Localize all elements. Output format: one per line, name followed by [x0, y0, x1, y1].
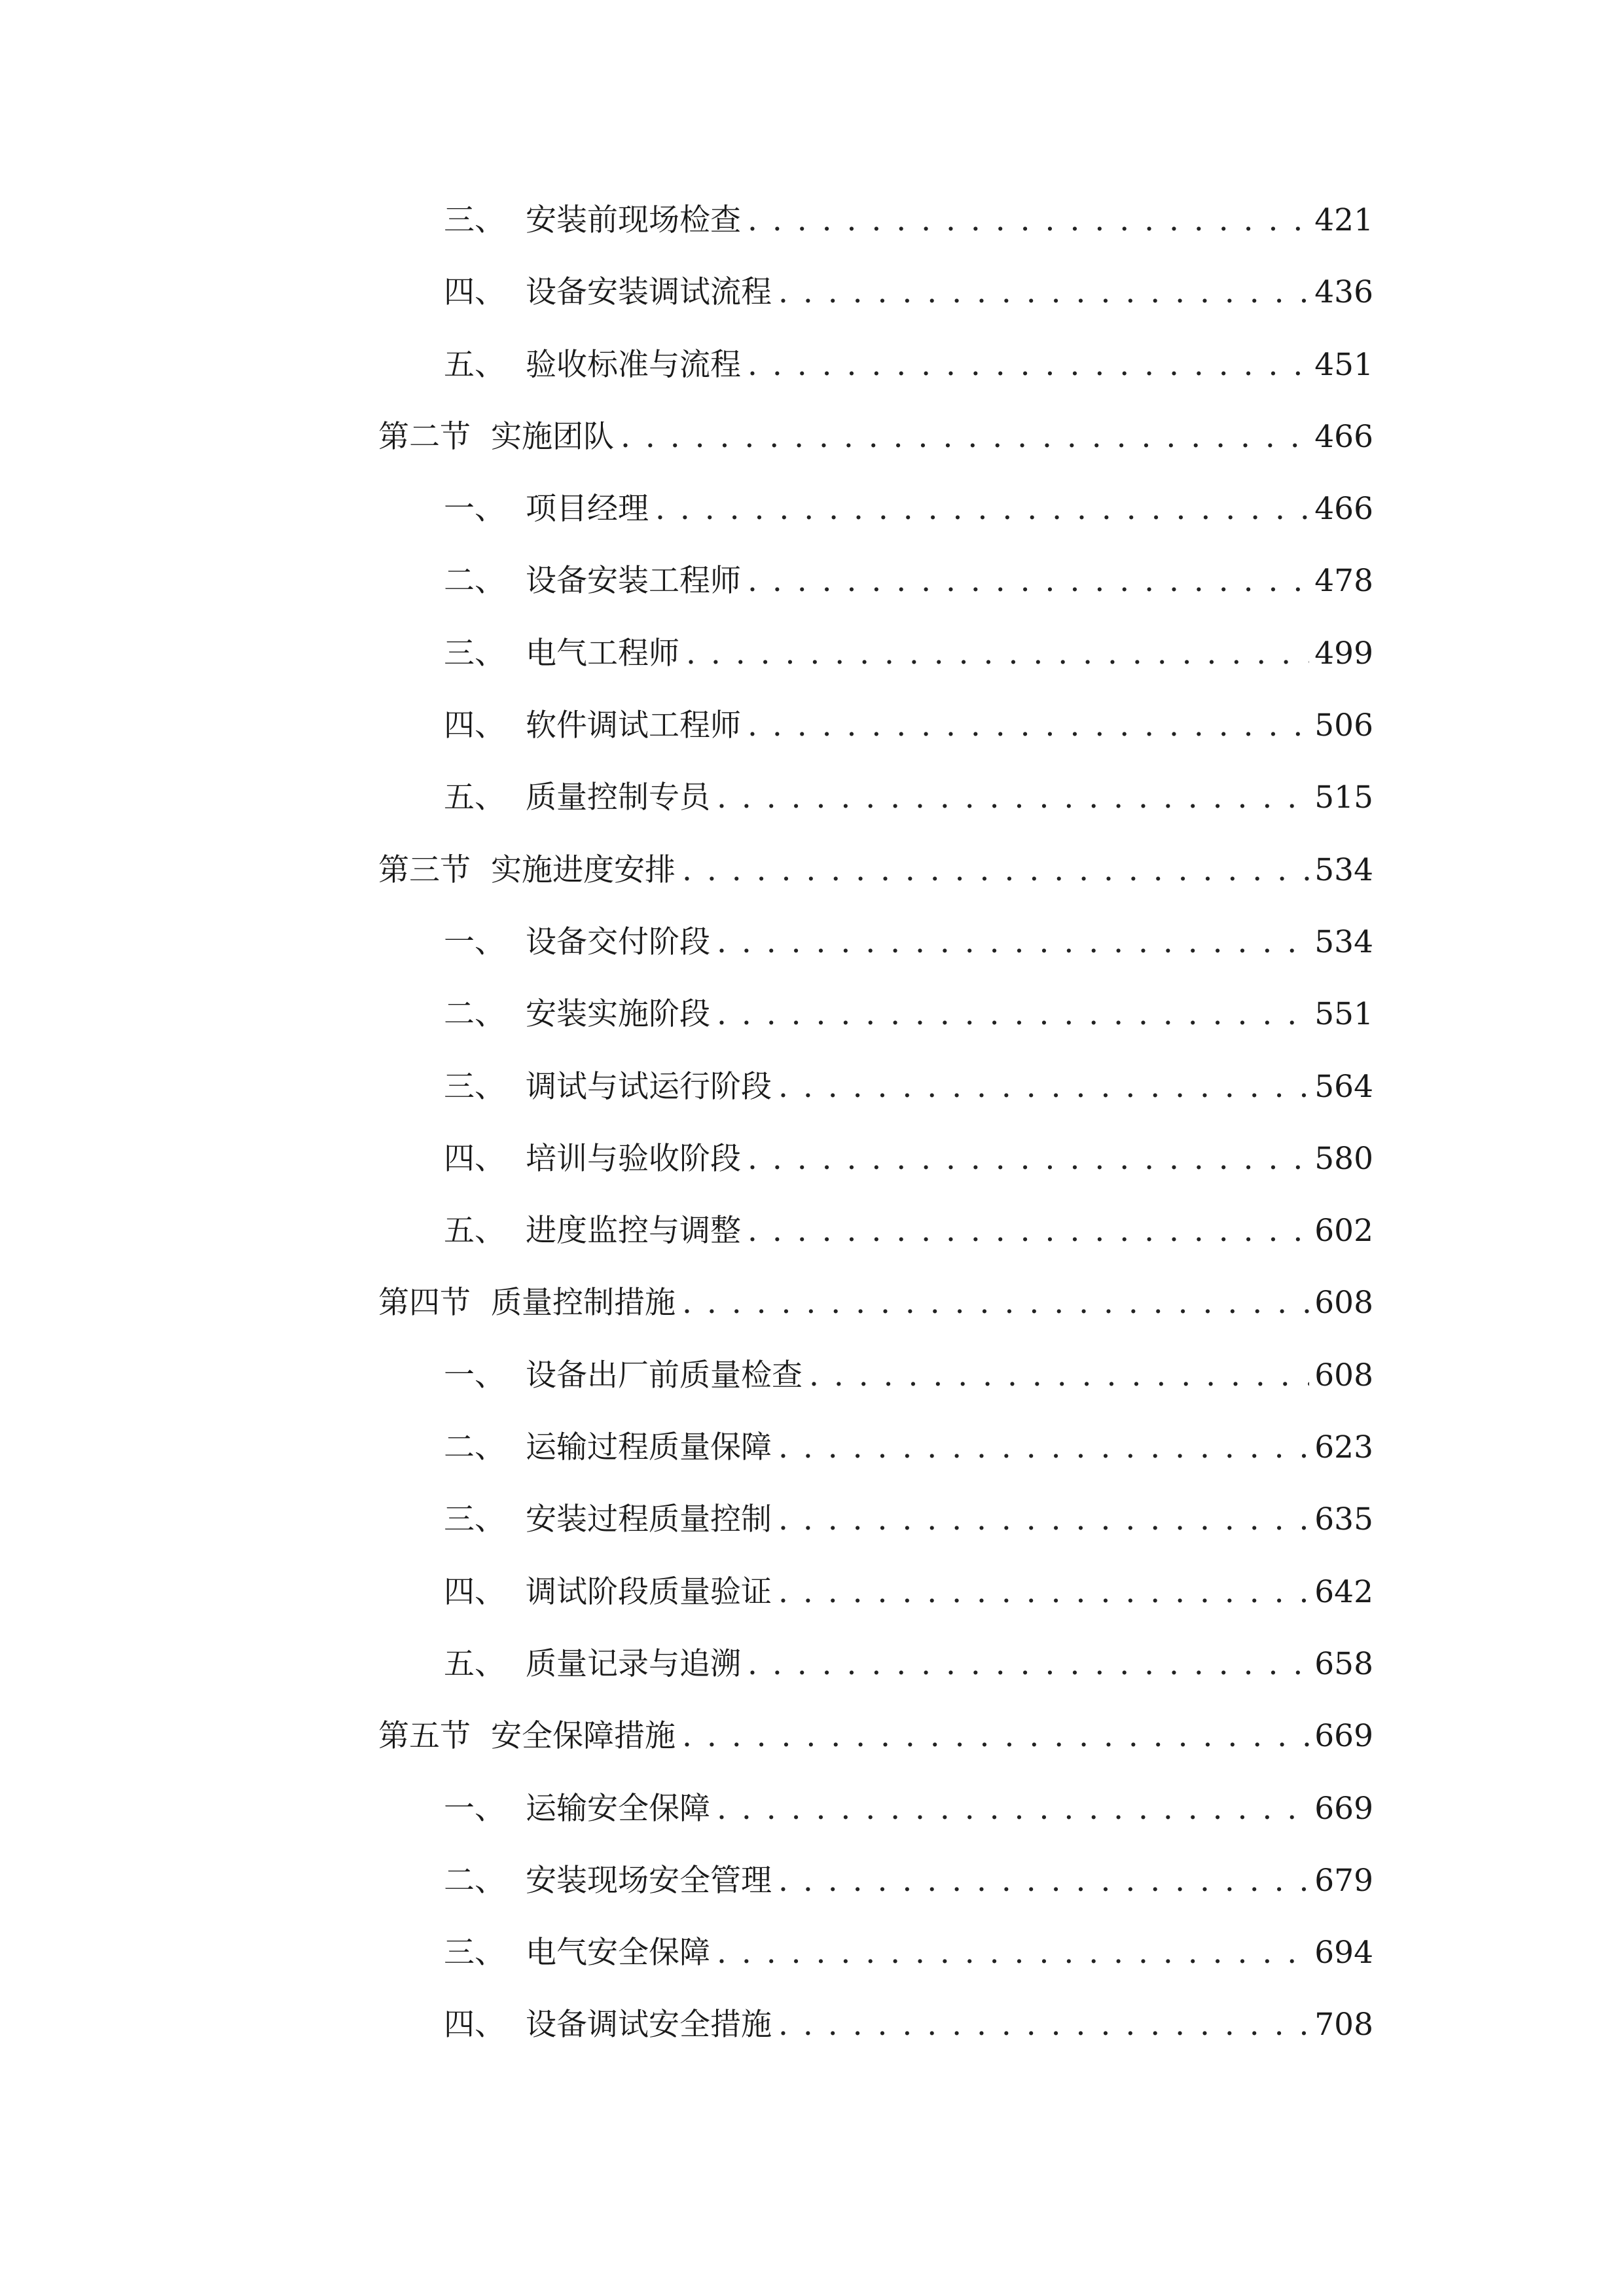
toc-section-entry[interactable]	[378, 1700, 1373, 1772]
toc-entry-page-number: 466	[1314, 418, 1373, 455]
toc-entry-title: 安装前现场检查	[526, 202, 741, 238]
toc-entry-title: 设备安装调试流程	[526, 274, 772, 311]
toc-entry-title: 调试阶段质量验证	[526, 1573, 772, 1610]
toc-entry-page-number: 658	[1314, 1645, 1373, 1682]
toc-entry-title: 实施团队	[491, 418, 614, 455]
dot-leader	[682, 1267, 1309, 1339]
toc-entry-number: 二、	[444, 1862, 505, 1899]
dot-leader	[778, 1845, 1309, 1917]
toc-entry-page-number: 694	[1314, 1935, 1373, 1971]
dot-leader	[748, 1628, 1309, 1700]
toc-entry-number: 第二节	[378, 418, 471, 455]
dot-leader	[748, 329, 1309, 401]
toc-entry-page-number: 708	[1314, 2007, 1373, 2043]
dot-leader	[778, 1556, 1309, 1628]
toc-entry-number: 五、	[444, 780, 505, 816]
toc-section-entry[interactable]	[378, 401, 1373, 473]
toc-entry-number: 一、	[444, 1790, 505, 1827]
toc-entry-title: 安全保障措施	[491, 1718, 676, 1755]
dot-leader	[748, 1195, 1309, 1267]
toc-entry-page-number: 436	[1314, 274, 1373, 311]
toc-entry-page-number: 534	[1314, 924, 1373, 960]
toc-entry-title: 电气工程师	[526, 635, 679, 672]
toc-entry-page-number: 506	[1314, 708, 1373, 744]
toc-entry-number: 一、	[444, 491, 505, 528]
dot-leader	[748, 1123, 1309, 1195]
toc-entry-page-number: 451	[1314, 346, 1373, 383]
toc-entry-page-number: 478	[1314, 563, 1373, 600]
toc-entry-page-number: 669	[1314, 1718, 1373, 1755]
toc-entry-number: 五、	[444, 1213, 505, 1249]
table-of-contents	[378, 185, 1373, 2062]
toc-entry-number: 四、	[444, 2007, 505, 2043]
toc-section-entry[interactable]	[378, 834, 1373, 906]
toc-entry-page-number: 499	[1314, 635, 1373, 672]
dot-leader	[778, 1412, 1309, 1484]
dot-leader	[717, 906, 1309, 978]
toc-entry-title: 安装实施阶段	[526, 996, 710, 1033]
toc-entry-number: 第三节	[378, 852, 471, 888]
toc-entry-number: 五、	[444, 346, 505, 383]
dot-leader	[778, 1051, 1309, 1123]
toc-entry-title: 设备调试安全措施	[526, 2007, 772, 2043]
toc-entry-number: 一、	[444, 1357, 505, 1393]
toc-subsection-entry[interactable]	[378, 257, 1373, 329]
toc-subsection-entry[interactable]	[378, 690, 1373, 762]
dot-leader	[686, 618, 1309, 690]
dot-leader	[778, 1989, 1309, 2061]
toc-entry-title: 运输过程质量保障	[526, 1429, 772, 1466]
dot-leader	[717, 1773, 1309, 1845]
toc-subsection-entry[interactable]	[378, 1484, 1373, 1556]
toc-entry-number: 三、	[444, 1935, 505, 1971]
toc-entry-page-number: 421	[1314, 202, 1373, 238]
toc-entry-title: 质量控制专员	[526, 780, 710, 816]
toc-subsection-entry[interactable]	[378, 1556, 1373, 1628]
toc-subsection-entry[interactable]	[378, 1989, 1373, 2061]
toc-entry-title: 设备交付阶段	[526, 924, 710, 960]
toc-subsection-entry[interactable]	[378, 185, 1373, 257]
toc-entry-number: 四、	[444, 1140, 505, 1177]
toc-subsection-entry[interactable]	[378, 473, 1373, 545]
toc-subsection-entry[interactable]	[378, 1195, 1373, 1267]
toc-entry-page-number: 534	[1314, 852, 1373, 888]
toc-entry-page-number: 608	[1314, 1285, 1373, 1321]
toc-entry-page-number: 551	[1314, 996, 1373, 1033]
toc-entry-page-number: 608	[1314, 1357, 1373, 1393]
toc-subsection-entry[interactable]	[378, 1628, 1373, 1700]
toc-entry-page-number: 564	[1314, 1068, 1373, 1105]
toc-subsection-entry[interactable]	[378, 1845, 1373, 1917]
toc-entry-page-number: 679	[1314, 1862, 1373, 1899]
dot-leader	[717, 978, 1309, 1050]
toc-subsection-entry[interactable]	[378, 1773, 1373, 1845]
toc-entry-title: 进度监控与调整	[526, 1213, 741, 1249]
toc-entry-number: 三、	[444, 202, 505, 238]
toc-entry-title: 设备出厂前质量检查	[526, 1357, 803, 1393]
toc-subsection-entry[interactable]	[378, 618, 1373, 690]
dot-leader	[682, 1700, 1309, 1772]
toc-entry-title: 调试与试运行阶段	[526, 1068, 772, 1105]
toc-entry-number: 二、	[444, 996, 505, 1033]
toc-entry-page-number: 642	[1314, 1573, 1373, 1610]
toc-entry-number: 四、	[444, 1573, 505, 1610]
toc-subsection-entry[interactable]	[378, 1412, 1373, 1484]
toc-subsection-entry[interactable]	[378, 906, 1373, 978]
toc-subsection-entry[interactable]	[378, 1123, 1373, 1195]
toc-entry-title: 质量记录与追溯	[526, 1645, 741, 1682]
toc-entry-number: 二、	[444, 563, 505, 600]
toc-entry-title: 运输安全保障	[526, 1790, 710, 1827]
toc-entry-page-number: 602	[1314, 1213, 1373, 1249]
toc-subsection-entry[interactable]	[378, 1340, 1373, 1412]
toc-entry-number: 五、	[444, 1645, 505, 1682]
toc-subsection-entry[interactable]	[378, 978, 1373, 1050]
toc-subsection-entry[interactable]	[378, 329, 1373, 401]
dot-leader	[748, 545, 1309, 617]
toc-entry-title: 软件调试工程师	[526, 708, 741, 744]
dot-leader	[682, 834, 1309, 906]
toc-subsection-entry[interactable]	[378, 762, 1373, 834]
toc-entry-title: 安装过程质量控制	[526, 1501, 772, 1538]
dot-leader	[621, 401, 1309, 473]
toc-entry-number: 第五节	[378, 1718, 471, 1755]
toc-entry-number: 二、	[444, 1429, 505, 1466]
dot-leader	[717, 1917, 1309, 1989]
toc-entry-page-number: 669	[1314, 1790, 1373, 1827]
toc-entry-title: 安装现场安全管理	[526, 1862, 772, 1899]
toc-entry-page-number: 466	[1314, 491, 1373, 528]
toc-entry-number: 三、	[444, 1068, 505, 1105]
toc-entry-number: 三、	[444, 635, 505, 672]
toc-entry-title: 质量控制措施	[491, 1285, 676, 1321]
toc-entry-number: 一、	[444, 924, 505, 960]
dot-leader	[717, 762, 1309, 834]
toc-entry-page-number: 635	[1314, 1501, 1373, 1538]
toc-entry-number: 四、	[444, 274, 505, 311]
toc-entry-number: 四、	[444, 708, 505, 744]
toc-entry-page-number: 515	[1314, 780, 1373, 816]
toc-entry-title: 培训与验收阶段	[526, 1140, 741, 1177]
toc-section-entry[interactable]	[378, 1267, 1373, 1339]
toc-entry-page-number: 580	[1314, 1140, 1373, 1177]
dot-leader	[748, 185, 1309, 257]
dot-leader	[778, 257, 1309, 329]
toc-entry-title: 项目经理	[526, 491, 649, 528]
dot-leader	[778, 1484, 1309, 1556]
toc-subsection-entry[interactable]	[378, 1051, 1373, 1123]
dot-leader	[655, 473, 1309, 545]
toc-entry-title: 电气安全保障	[526, 1935, 710, 1971]
toc-entry-title: 验收标准与流程	[526, 346, 741, 383]
toc-entry-title: 实施进度安排	[491, 852, 676, 888]
toc-entry-page-number: 623	[1314, 1429, 1373, 1466]
toc-subsection-entry[interactable]	[378, 1917, 1373, 1989]
toc-entry-number: 第四节	[378, 1285, 471, 1321]
dot-leader	[809, 1340, 1309, 1412]
toc-entry-number: 三、	[444, 1501, 505, 1538]
toc-entry-title: 设备安装工程师	[526, 563, 741, 600]
toc-subsection-entry[interactable]	[378, 545, 1373, 617]
dot-leader	[748, 690, 1309, 762]
